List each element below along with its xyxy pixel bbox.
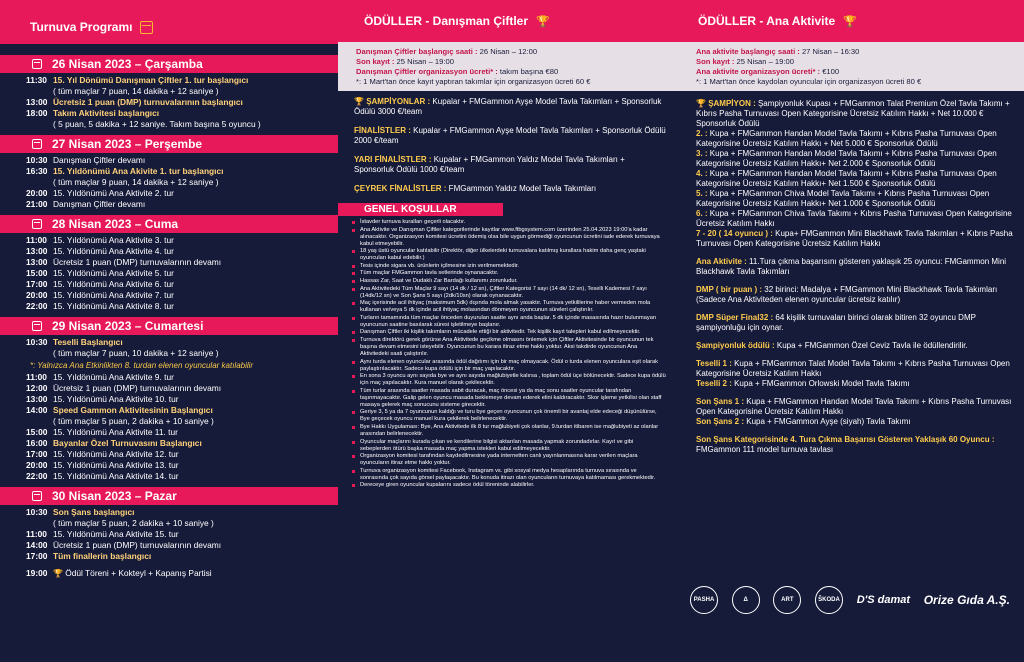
event-description xyxy=(53,337,338,359)
event-time: 20:00 xyxy=(26,290,48,300)
trophy-icon: 🏆 xyxy=(536,15,550,28)
event-description xyxy=(53,155,338,166)
sponsor-logo xyxy=(773,586,801,614)
info-line xyxy=(356,77,666,87)
schedule-event xyxy=(0,405,338,427)
rank-award xyxy=(696,149,1014,169)
event-time: 13:00 xyxy=(26,97,48,107)
award-key: Teselli 1 : xyxy=(696,359,732,368)
rank-value: Kupa + FMGammon Handan Model Tavla Takımı + Kıbrıs Pasha Turnuvası Open Kategorisine Ücretsiz Katılım Hakkı+ Net 2.000 € Sponsorluk Ödülü xyxy=(696,149,997,168)
award-key: Ana Aktivite : xyxy=(696,257,747,266)
rank-value: Kupa+ FMGammon Mini Blackhawk Tavla Takımları + Kıbrıs Pasha Turnuvası Open Kategorisine Ücretsiz Katılım Hakkı xyxy=(696,229,1013,248)
sponsor-mark: PASHA xyxy=(690,586,718,614)
calendar-icon xyxy=(32,321,42,331)
event-description xyxy=(53,372,338,383)
award-key: Son Şans Kategorisinde 4. Tura Çıkma Başarısı Gösteren Yaklaşık 60 Oyuncu : xyxy=(696,435,995,444)
calendar-icon xyxy=(32,139,42,149)
event-description xyxy=(53,507,338,529)
info-value: 25 Nisan – 19:00 xyxy=(394,57,454,66)
event-description xyxy=(53,427,338,438)
award-key: DMP Süper Final32 : xyxy=(696,313,774,322)
day-events xyxy=(0,335,338,484)
event-time: 12:00 xyxy=(26,383,48,393)
event-description xyxy=(53,246,338,257)
day-events xyxy=(0,233,338,314)
award-key: DMP ( bir puan ) : xyxy=(696,285,763,294)
schedule-event xyxy=(0,235,338,246)
sponsor-mark: D'S damat xyxy=(856,594,911,606)
sponsor-mark: Δ xyxy=(732,586,760,614)
info-line xyxy=(356,67,666,77)
event-description xyxy=(53,405,338,427)
event-details: ( tüm maçlar 5 puan, 2 dakika + 10 saniye ) xyxy=(53,416,214,426)
schedule-event xyxy=(0,337,338,359)
event-time: 10:30 xyxy=(26,337,48,347)
main-awards-title: ÖDÜLLER - Ana Aktivite xyxy=(698,14,836,28)
event-time: 20:00 xyxy=(26,188,48,198)
rule-item: İstavder turnuva kuralları geçerli olacaktır. xyxy=(352,219,666,226)
event-description xyxy=(53,529,338,540)
event-title: 15. Yıldönümü Ana Aktivite 12. tur xyxy=(53,449,179,459)
day-label: 30 Nisan 2023 – Pazar xyxy=(52,489,177,503)
event-description xyxy=(53,438,338,449)
award-key: ÇEYREK FİNALİSTLER : xyxy=(354,184,447,193)
day-header xyxy=(0,317,338,335)
other-awards-list xyxy=(676,257,1024,455)
event-description xyxy=(53,540,338,551)
program-title: Turnuva Programı xyxy=(30,20,133,34)
day-header xyxy=(0,55,338,73)
rule-item: Organizasyon komitesi tarafından kaydedilmesine yada internetten canlı yayınlanmasına karar verilen maçlara oyuncuların itiraz etme hakkı yoktur. xyxy=(352,453,666,467)
general-conditions-list xyxy=(338,219,676,489)
schedule-event xyxy=(0,394,338,405)
event-description xyxy=(53,383,338,394)
event-title: 15. Yıldönümü Ana Akivite 1. tur başlangıcı xyxy=(53,166,224,176)
day-label: 28 Nisan 2023 – Cuma xyxy=(52,217,179,231)
rank-key: 6. : xyxy=(696,209,708,218)
event-description xyxy=(53,97,338,108)
schedule-event xyxy=(0,372,338,383)
event-time: 11:30 xyxy=(26,75,47,85)
rule-item: Turnuva organizasyon komitesi Facebook, Instagram vs. gibi sosyal medya hesaplarında turnuva sırasında ve sonrasında çok sayıda görsel paylaşacaktır. Bu konuda itirazı olan oyuncuların turnuvaya katılmaması gerekmektedir. xyxy=(352,468,666,482)
event-description xyxy=(53,235,338,246)
rank-award xyxy=(696,189,1014,209)
schedule-event xyxy=(0,438,338,449)
award-key: Son Şans 1 : xyxy=(696,397,745,406)
rule-item: En sona 3 oyuncu aynı sayıda bye ve aynı sayıda mağlubiyetle kalırsa , toplam ödül üçe bölünecektir. Sadece kupa ödülü için maç yapılacaktır. Kura manuel olarak çekilecektir. xyxy=(352,373,666,387)
award-paragraph xyxy=(696,285,1014,305)
schedule-event xyxy=(0,166,338,188)
day-events xyxy=(0,73,338,132)
rule-item: Tüm maçlar FMGammon tavla setlerinde oynanacaktır. xyxy=(352,270,666,277)
award-paragraph xyxy=(696,397,1014,427)
award-item xyxy=(354,184,666,194)
award-item xyxy=(354,155,666,175)
event-title: Takım Aktivitesi başlangıcı xyxy=(53,108,160,118)
calendar-icon xyxy=(32,491,42,501)
main-awards-header xyxy=(676,0,1024,42)
trophy-icon: 🏆 xyxy=(53,569,66,578)
event-title: 15. Yıl Dönümü Danışman Çiftler 1. tur başlangıcı xyxy=(53,75,249,85)
rank-key: 7 - 20 ( 14 oyuncu ) : xyxy=(696,229,773,238)
day-label: 27 Nisan 2023 – Perşembe xyxy=(52,137,203,151)
consultant-awards-title: ÖDÜLLER - Danışman Çiftler xyxy=(364,14,529,28)
event-details: ( tüm maçlar 7 puan, 14 dakika + 12 saniye ) xyxy=(53,86,219,96)
sponsor-logo xyxy=(690,586,718,614)
award-value: Kupalar + FMGammon Ayşe Model Tavla Takımları + Sponsorluk Ödülü 3000 €/team xyxy=(354,97,662,116)
rank-value: Kupa + FMGammon Chiva Tavla Takımı + Kıbrıs Pasha Turnuvası Open Kategorisine Ücretsiz Katılım Hakkı xyxy=(696,209,1012,228)
event-time: 10:30 xyxy=(26,507,48,517)
rank-value: Kupa + FMGammon Handan Model Tavla Takımı + Kıbrıs Pasha Turnuvası Open Kategorisine Ücretsiz Katılım Hakkı + Net 5.000 € Sponsorluk Ödülü xyxy=(696,129,997,148)
event-title: Ücretsiz 1 puan (DMP) turnuvalarının başlangıcı xyxy=(53,97,243,107)
schedule-event xyxy=(0,507,338,529)
event-time: 16:00 xyxy=(26,438,48,448)
calendar-icon xyxy=(32,59,42,69)
rank-value: Kupa + FMGammon Chiva Model Tavla Takımı + Kıbrıs Pasha Turnuvası Open Kategorisine Ücretsiz Katılım Hakkı+ Net 1.000 € Sponsorluk Ödülü xyxy=(696,189,990,208)
day-label: 26 Nisan 2023 – Çarşamba xyxy=(52,57,203,71)
rule-item: Tüm turlar arasında saatler masada sabit duracak, maç öncesi ya da maç sonu saatler oyuncular tarafından taşınmayacaktır. Galip gelen oyuncu masada beklemeye devam ederek elini kaldıracaktır. Skor işleme yetkilisi olan staff masaya gelerek maç sonucunu sisteme girecektir. xyxy=(352,388,666,409)
event-title: Tüm finallerin başlangıcı xyxy=(53,551,152,561)
schedule-event xyxy=(0,383,338,394)
info-line xyxy=(356,47,666,57)
award-value: FMGammon 111 model turnuva tavlası xyxy=(696,445,834,454)
schedule-event xyxy=(0,529,338,540)
event-title: 15. Yıldönümü Ana Aktivite 11. tur xyxy=(53,427,178,437)
event-title: 15. Yıldönümü Ana Aktivite 7. tur xyxy=(53,290,174,300)
event-title: 15. Yıldönümü Ana Aktivite 2. tur xyxy=(53,188,174,198)
event-description xyxy=(53,188,338,199)
sponsor-mark: ŠKODA xyxy=(815,586,843,614)
rule-item: Bye Hakkı Uygulaması: Bye, Ana Aktivitede ilk 8 tur mağlubiyeti çok olanlar, 9.turdan itibaren ise mağlubiyeti az olanlar arasından belirlenecektir. xyxy=(352,424,666,438)
day-header xyxy=(0,135,338,153)
day-header xyxy=(0,487,338,505)
info-key: Ana aktivite organizasyon ücreti* : xyxy=(696,67,821,76)
event-time: 22:00 xyxy=(26,301,48,311)
rank-key: ŞAMPİYON : xyxy=(708,99,756,108)
award-value: Kupa + FMGammon Orlowski Model Tavla Takımı xyxy=(731,379,910,388)
schedule-event xyxy=(0,551,338,562)
award-value: Kupalar + FMGammon Ayşe Model Tavla Takımları + Sponsorluk Ödülü 2000 €/team xyxy=(354,126,666,145)
schedule-event xyxy=(0,471,338,482)
schedule-event xyxy=(0,290,338,301)
award-value: Kupa + FMGammon Özel Ceviz Tavla ile ödüllendirilir. xyxy=(774,341,968,350)
schedule-event xyxy=(0,301,338,312)
award-key: FİNALİSTLER : xyxy=(354,126,411,135)
event-time: 18:00 xyxy=(26,108,48,118)
info-key: Ana aktivite başlangıç saati : xyxy=(696,47,800,56)
event-description xyxy=(53,279,338,290)
award-value: Kupa + FMGammon Handan Model Tavla Takımı + Kıbrıs Pasha Turnuvası Open Kategorisine Ücretsiz Katılım Hakkı xyxy=(696,397,1012,416)
rank-key: 4. : xyxy=(696,169,708,178)
rank-award xyxy=(696,209,1014,229)
event-title: Bayanlar Özel Turnuvasını Başlangıcı xyxy=(53,438,202,448)
rule-item: Ana Aktivite ve Danışman Çiftler kategorilerinde kayıtlar www.ftbgsystem.com üzerinden 25.04.2023 19:00'a kadar alınacaktır. Organizasyon komitesi ücretini ödemiş olsa bile uygun görmediği oyuncunun ücretini iade ederek turnuvaya kabul etmeyebilir. xyxy=(352,227,666,248)
calendar-icon xyxy=(140,21,153,34)
award-value: Kupalar + FMGammon Yaldız Model Tavla Takımları + Sponsorluk Ödülü 1000 €/team xyxy=(354,155,625,174)
main-activity-awards-column xyxy=(676,0,1024,662)
main-awards-list xyxy=(676,91,1024,249)
trophy-icon: 🏆 xyxy=(843,15,857,28)
rule-item: Dereceye giren oyuncular kupalarını sadece ödül töreninde alabilirler. xyxy=(352,482,666,489)
rule-item: Hassas Zar, Saat ve Dudaklı Zar Bardağı kullanımı zorunludur. xyxy=(352,278,666,285)
event-title: Danışman Çiftler devamı xyxy=(53,155,146,165)
award-value: 11.Tura çıkma başarısını gösteren yaklaşık 25 oyuncu: FMGammon Mini Blackhawk Tavla Takımları xyxy=(696,257,1007,276)
event-time: 17:00 xyxy=(26,279,48,289)
event-time: 13:00 xyxy=(26,246,48,256)
consultant-awards-header xyxy=(338,0,676,42)
event-title: 15. Yıldönümü Ana Aktivite 8. tur xyxy=(53,301,174,311)
consultant-pairs-awards-column xyxy=(338,0,676,662)
general-conditions-header xyxy=(338,203,503,216)
event-description xyxy=(53,551,338,562)
event-time: 17:00 xyxy=(26,449,48,459)
event-description xyxy=(53,301,338,312)
award-key: Şampiyonluk ödülü : xyxy=(696,341,775,350)
event-title: 15. Yıldönümü Ana Aktivite 13. tur xyxy=(53,460,179,470)
event-description xyxy=(53,75,338,97)
event-time: 13:00 xyxy=(26,394,48,404)
rank-key: 3. : xyxy=(696,149,708,158)
award-value: Kupa + FMGammon Talat Model Tavla Takımı + Kıbrıs Pasha Turnuvası Open Kategorisine Ücretsiz Katılım Hakkı xyxy=(696,359,1010,378)
schedule-event xyxy=(0,188,338,199)
sponsor-logo xyxy=(857,586,910,614)
rule-item: Oyuncular maçlarını kurada çıkan ve kendilerine bilgisi aktarılan masada yapmak zorundadırlar. Kayıt ve gibi sebeplerden ötürü başka masada maç yapma istekleri kabul edilmeyecektir. xyxy=(352,439,666,453)
schedule-event xyxy=(0,257,338,268)
event-time: 16:30 xyxy=(26,166,48,176)
event-details: ( 5 puan, 5 dakika + 12 saniye. Takım başına 5 oyuncu ) xyxy=(53,119,261,129)
event-title: Ücretsiz 1 puan (DMP) turnuvalarının devamı xyxy=(53,383,222,393)
event-details: ( tüm maçlar 5 puan, 2 dakika + 10 saniye ) xyxy=(53,518,214,528)
info-key: Danışman Çiftler organizasyon ücreti* : xyxy=(356,67,498,76)
day-list xyxy=(0,44,338,579)
trophy-icon: 🏆 xyxy=(354,97,367,106)
schedule-event xyxy=(0,108,338,130)
event-time: 14:00 xyxy=(26,405,48,415)
schedule-event xyxy=(0,427,338,438)
rank-value: Şampiyonluk Kupası + FMGammon Talat Premium Özel Tavla Takımı + Kıbrıs Pasha Turnuvası Open Kategorisine Ücretsiz Katılım Hakkı + Net 10.000 € Sponsorluk Ödülü xyxy=(696,99,1010,128)
day-header xyxy=(0,215,338,233)
info-key: Son kayıt : xyxy=(356,57,395,66)
event-title: 15. Yıldönümü Ana Aktivite 15. tur xyxy=(53,529,179,539)
rule-item: Geriye 3, 5 ya da 7 oyuncunun kaldığı ve turu bye geçen oyuncunun çok önemli bir avantaj elde edeceği düşünülürse, Bye geçecek oyuncu manuel kura çekilerek belirlenecektir. xyxy=(352,409,666,423)
award-item xyxy=(354,97,666,117)
schedule-event xyxy=(0,155,338,166)
sponsor-mark: ART xyxy=(773,586,801,614)
event-title: 15. Yıldönümü Ana Aktivite 6. tur xyxy=(53,279,174,289)
event-details: ( tüm maçlar 9 puan, 14 dakika + 12 saniye ) xyxy=(53,177,219,187)
rule-item: Ana Aktivitedeki Tüm Maçlar 9 sayı (14 dk / 12 sn), Çiftler Kategorisi 7 sayı (14 dk/ 12 sn), Teselli Kademesi 7 sayı (14dk/12 sn) ve Son Şans 5 sayı (2dk/10sn) olarak oynanacaktır. xyxy=(352,286,666,300)
schedule-event xyxy=(0,199,338,210)
sponsor-logo xyxy=(924,586,1010,614)
event-description xyxy=(53,108,338,130)
rule-item: Turların tamamında tüm maçlar önceden duyurulan saatte aynı anda başlar. 5 dk içinde masasında hazır bulunmayan oyuncunun saatine basılarak süresi işletilmeye başlanır. xyxy=(352,315,666,329)
final-event xyxy=(0,568,338,579)
day-events xyxy=(0,153,338,212)
rank-key: 5. : xyxy=(696,189,708,198)
award-paragraph xyxy=(696,313,1014,333)
award-value: 32 birinci: Madalya + FMGammon Mini Blackhawk Tavla Takımları (Sadece Ana Aktiviteden elenen oyuncular ücretsiz katılır) xyxy=(696,285,998,304)
event-time: 15:00 xyxy=(26,268,48,278)
info-line xyxy=(696,57,1014,67)
main-info-box xyxy=(676,42,1024,91)
event-title: Ödül Töreni + Kokteyl + Kapanış Partisi xyxy=(65,568,212,578)
rank-award xyxy=(696,229,1014,249)
award-key: Teselli 2 : xyxy=(696,379,732,388)
event-title: 15. Yıldönümü Ana Aktivite 14. tur xyxy=(53,471,179,481)
event-description xyxy=(53,394,338,405)
day-events xyxy=(0,505,338,564)
rank-award xyxy=(696,99,1014,129)
sponsor-logo xyxy=(815,586,843,614)
event-description xyxy=(53,290,338,301)
event-description xyxy=(53,166,338,188)
schedule-event xyxy=(0,75,338,97)
event-time: 22:00 xyxy=(26,471,48,481)
event-details: ( tüm maçlar 7 puan, 10 dakika + 12 saniye ) xyxy=(53,348,219,358)
sponsor-mark: Orize Gıda A.Ş. xyxy=(923,593,1010,607)
event-time: 19:00 xyxy=(26,568,48,578)
event-description xyxy=(53,257,338,268)
event-title: 15. Yıldönümü Ana Aktivite 3. tur xyxy=(53,235,174,245)
info-line xyxy=(356,57,666,67)
event-description xyxy=(53,268,338,279)
rank-key: 2. : xyxy=(696,129,708,138)
info-value: 26 Nisan – 12:00 xyxy=(477,47,538,56)
info-line xyxy=(696,77,1014,87)
schedule-event xyxy=(0,449,338,460)
schedule-event xyxy=(0,246,338,257)
schedule-event xyxy=(0,97,338,108)
schedule-event xyxy=(0,279,338,290)
info-key: Danışman Çiftler başlangıç saati : xyxy=(356,47,478,56)
rank-award xyxy=(696,169,1014,189)
trophy-icon: 🏆 xyxy=(696,99,709,108)
rule-item: Danışman Çiftler iki kişilik takımların mücadele ettiği bir aktivitedir. Tek kişilik kayıt talepleri kabul edilmeyecektir. xyxy=(352,329,666,336)
program-column xyxy=(0,0,338,662)
award-paragraph xyxy=(696,435,1014,455)
event-description xyxy=(53,199,338,210)
program-header xyxy=(0,0,338,44)
event-time: 14:00 xyxy=(26,540,48,550)
award-value: 64 kişilik turnuvaları birinci olarak bitiren 32 oyuncu DMP şampiyonluğu için oynar. xyxy=(696,313,976,332)
event-title: 15. Yıldönümü Ana Aktivite 9. tur xyxy=(53,372,174,382)
award-paragraph xyxy=(696,341,1014,351)
event-description xyxy=(53,449,338,460)
event-description xyxy=(53,460,338,471)
sponsor-logo xyxy=(732,586,760,614)
info-line xyxy=(696,67,1014,77)
event-title: Ücretsiz 1 puan (DMP) turnuvalarının devamı xyxy=(53,540,222,550)
event-time: 11:00 xyxy=(26,372,47,382)
event-title: Ücretsiz 1 puan (DMP) turnuvalarının devamı xyxy=(53,257,222,267)
event-title: 15. Yıldönümü Ana Aktivite 4. tur xyxy=(53,246,174,256)
award-paragraph xyxy=(696,359,1014,389)
event-description xyxy=(53,568,338,579)
event-title: 15. Yıldönümü Ana Aktivite 10. tur xyxy=(53,394,179,404)
rank-award xyxy=(696,129,1014,149)
consultant-info-box xyxy=(338,42,676,91)
sponsor-logos xyxy=(690,580,1010,620)
event-time: 15:00 xyxy=(26,427,48,437)
schedule-event xyxy=(0,460,338,471)
event-time: 11:00 xyxy=(26,529,47,539)
event-time: 13:00 xyxy=(26,257,48,267)
award-value: FMGammon Yaldız Model Tavla Takımları xyxy=(446,184,597,193)
calendar-icon xyxy=(32,219,42,229)
rule-item: Tesis içinde sigara vb. ürünlerin içilmesine izin verilmemektedir. xyxy=(352,263,666,270)
award-item xyxy=(354,126,666,146)
info-value: €100 xyxy=(820,67,840,76)
award-key: Son Şans 2 : xyxy=(696,417,745,426)
award-paragraph xyxy=(696,257,1014,277)
general-conditions-title: GENEL KOŞULLAR xyxy=(364,204,457,215)
event-title: 15. Yıldönümü Ana Aktivite 5. tur xyxy=(53,268,174,278)
info-line xyxy=(696,47,1014,57)
rule-item: 18 yaş üstü oyuncular katılabilir (Direktör, diğer ülkelerdeki turnuvalara katılmış kurallara hakim daha genç yaştaki oyuncuları kabul edebilir.) xyxy=(352,248,666,262)
award-key: YARI FİNALİSTLER : xyxy=(354,155,432,164)
event-title: Danışman Çiftler devamı xyxy=(53,199,146,209)
award-value: Kupa + FMGammon Ayşe (siyah) Tavla Takımı xyxy=(744,417,911,426)
info-value: *: 1 Mart'tan önce kaydolan oyuncular için organizasyon ücreti 80 € xyxy=(696,77,922,86)
event-title: Speed Gammon Aktivitesinin Başlangıcı xyxy=(53,405,213,415)
event-time: 20:00 xyxy=(26,460,48,470)
schedule-event xyxy=(0,268,338,279)
info-value: *: 1 Mart'tan önce kayıt yaptıran takımlar için organizasyon ücreti 60 € xyxy=(356,77,591,86)
event-time: 21:00 xyxy=(26,199,48,209)
schedule-event xyxy=(0,540,338,551)
rule-item: Turnuva direktörü gerek görürse Ana Aktivitede geçikme olmasını önlemek için Çiftler Aktivitesinde bir oyuncunun tek başına devam etmesini isteyebilir. Oyuncunun bu karara itiraz etme hakkı yoktur. Aksi takdirde oyuncunun Ana Aktivitedeki saati çalıştırılır. xyxy=(352,337,666,358)
event-time: 11:00 xyxy=(26,235,47,245)
info-value: 25 Nisan – 19:00 xyxy=(734,57,794,66)
consultant-awards-list xyxy=(338,91,676,194)
info-value: 27 Nisan – 16:30 xyxy=(799,47,860,56)
rule-item: Aynı turda elenen oyuncular arasında ödül dağıtımı için bir maç olmayacak. Ödül o turda elenen oyunculara eşit olarak paylaştırılacaktır. Sadece kupa ödülü için bir maç yapılacaktır. xyxy=(352,359,666,373)
info-key: Son kayıt : xyxy=(696,57,735,66)
day-note: *: Yalnızca Ana Etkinlikten 8. turdan elenen oyuncular katılabilir xyxy=(30,361,254,370)
event-description xyxy=(53,471,338,482)
event-time: 10:30 xyxy=(26,155,48,165)
award-key: ŞAMPİYONLAR : xyxy=(366,97,431,106)
event-title: Teselli Başlangıcı xyxy=(53,337,123,347)
rule-item: Maç içerisinde acil ihtiyaç (maksimum 5dk) dışında mola almak yasaktır. Turnuva yetkililerine haber vermeden mola kullanan ve/veya 5 dk içinde acil ihtiyaç molasından dönmeyen oyuncunun süreleri çalıştırılır. xyxy=(352,300,666,314)
day-label: 29 Nisan 2023 – Cumartesi xyxy=(52,319,204,333)
event-time: 17:00 xyxy=(26,551,48,561)
rank-value: Kupa + FMGammon Handan Model Tavla Takımı + Kıbrıs Pasha Turnuvası Open Kategorisine Ücretsiz Katılım Hakkı+ Net 1.500 € Sponsorluk Ödülü xyxy=(696,169,997,188)
info-value: takım başına €80 xyxy=(497,67,559,76)
event-title: Son Şans başlangıcı xyxy=(53,507,135,517)
